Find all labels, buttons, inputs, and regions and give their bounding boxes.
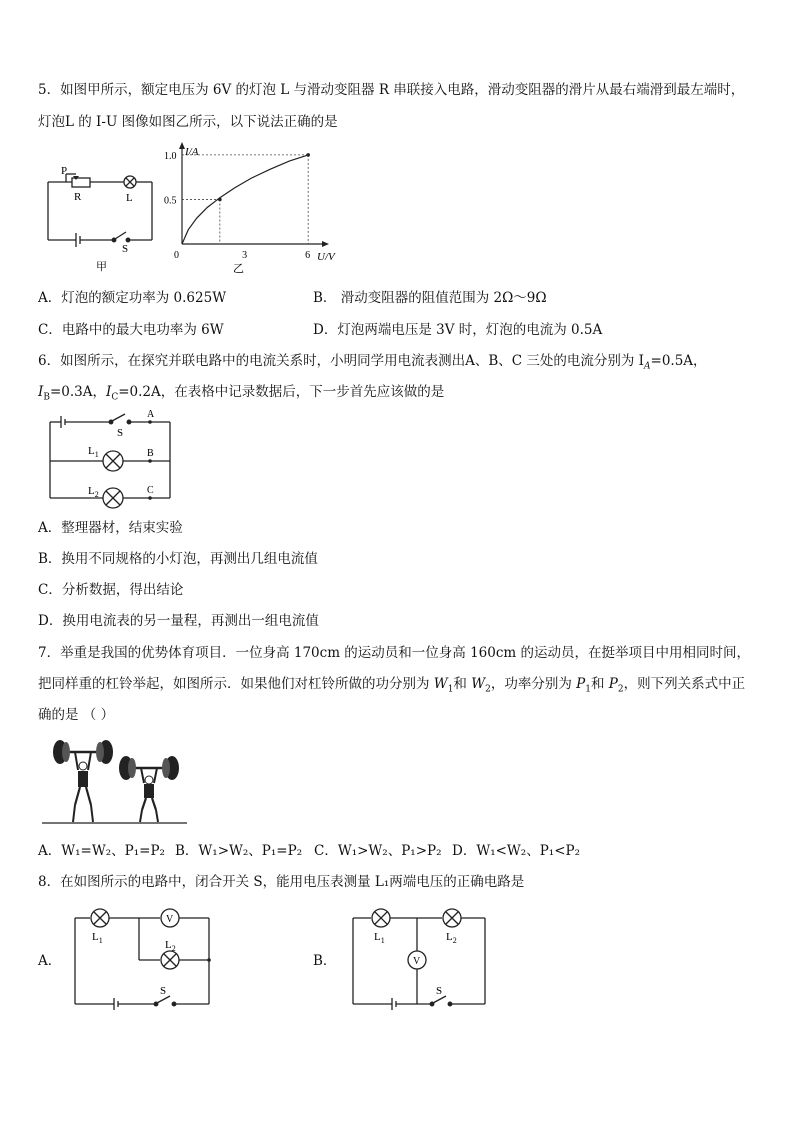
q8-stem: 8．在如图所示的电路中，闭合开关 S，能用电压表测量 L₁两端电压的正确电路是 xyxy=(38,874,525,890)
q6-option-a: A．整理器材，结束实验 xyxy=(38,520,183,536)
voltmeter-label: V xyxy=(413,956,421,967)
q6-stem-line1: 6．如图所示，在探究并联电路中的电流关系时，小明同学用电流表测出A、B、C 三处的电流分别为 $I_A=0.5A$， xyxy=(38,353,707,372)
q7-option-d: D．W₁<W₂、P₁<P₂ xyxy=(452,843,581,859)
switch-symbol xyxy=(115,232,126,239)
switch-symbol xyxy=(157,996,170,1003)
q7-option-b: B．W₁>W₂、P₁=P₂ xyxy=(175,843,303,859)
q6-option-d: D．换用电流表的另一量程，再测出一组电流值 xyxy=(38,613,319,629)
q6-option-c: C．分析数据，得出结论 xyxy=(38,582,184,598)
q7-stem-line2: 把同样重的杠铃举起，如图所示．如果他们对杠铃所做的功分别为 $W_1$和 $W_2$，功率分别为 $P_1$和 $P_2$，则下列关系式中正 xyxy=(38,676,746,695)
label-s: S xyxy=(160,985,167,997)
q7-stem-line1: 7．举重是我国的优势体育项目．一位身高 170cm 的运动员和一位身高 160cm 的运动员，在挺举项目中用相同时间， xyxy=(38,645,751,661)
x-axis-label: U/V xyxy=(317,251,335,263)
q5-option-a: A．灯泡的额定功率为 0.625W xyxy=(38,290,227,306)
data-point-0 xyxy=(218,198,222,202)
iu-curve xyxy=(182,155,308,244)
switch-symbol xyxy=(112,414,125,421)
voltmeter-label: V xyxy=(166,914,174,925)
caption-jia: 甲 xyxy=(96,261,107,273)
q6-option-b: B．换用不同规格的小灯泡，再测出几组电流值 xyxy=(38,551,318,567)
label-s: S xyxy=(122,243,129,255)
x-tick-6: 6 xyxy=(305,250,311,261)
label-p: P xyxy=(61,165,68,177)
y-tick-1.0: 1.0 xyxy=(164,150,177,162)
q7-stem-line3: 确的是 （ ） xyxy=(38,707,115,723)
label-s: S xyxy=(436,985,443,997)
q5-iu-graph xyxy=(160,140,350,275)
x-tick-0: 0 xyxy=(174,250,179,261)
q5-option-d: D．灯泡两端电压是 3V 时，灯泡的电流为 0.5A xyxy=(313,322,603,338)
caption-yi: 乙 xyxy=(233,263,244,275)
label-l2: $L_2$ xyxy=(88,485,99,499)
x-axis-arrow xyxy=(322,241,329,247)
q5-option-b: B． 滑动变阻器的阻值范围为 2Ω～9Ω xyxy=(313,290,547,306)
label-l1: $L_1$ xyxy=(374,931,385,945)
label-l: L xyxy=(126,192,133,204)
y-axis-label: I/A xyxy=(185,146,199,158)
q8-option-a-label: A． xyxy=(38,953,62,969)
label-l2: $L_2$ xyxy=(165,939,176,953)
q5-option-c: C．电路中的最大电功率为 6W xyxy=(38,322,224,338)
y-tick-0.5: 0.5 xyxy=(164,195,177,207)
data-point-1 xyxy=(306,153,310,157)
q5-stem-line1: 5．如图甲所示，额定电压为 6V 的灯泡 L 与滑动变阻器 R 串联接入电路，滑动变阻器的滑片从最右端滑到最左端时， xyxy=(38,82,745,98)
q7-option-a: A．W₁=W₂、P₁=P₂ xyxy=(38,843,165,859)
q8-circuit-b xyxy=(350,906,490,1008)
label-b: B xyxy=(147,448,154,459)
q6-stem-line2: $I_B=0.3A$，$I_C=0.2A$，在表格中记录数据后，下一步首先应该做的是 xyxy=(38,384,445,403)
q7-option-c: C．W₁>W₂、P₁>P₂ xyxy=(314,843,442,859)
rheostat-symbol xyxy=(72,178,90,187)
label-l2: $L_2$ xyxy=(446,931,457,945)
label-s: S xyxy=(117,427,124,439)
label-r: R xyxy=(74,191,82,203)
label-c: C xyxy=(147,485,154,496)
lifter-1 xyxy=(53,740,113,822)
label-l1: $L_1$ xyxy=(92,931,103,945)
q5-circuit-diagram xyxy=(40,160,160,273)
q8-option-b-label: B． xyxy=(313,953,337,969)
lifter-2 xyxy=(119,756,179,822)
x-tick-3: 3 xyxy=(242,250,248,261)
switch-symbol xyxy=(433,996,446,1003)
q5-stem-line2: 灯泡L 的 I-U 图像如图乙所示，以下说法正确的是 xyxy=(38,114,338,130)
q6-parallel-circuit xyxy=(45,408,180,503)
label-a: A xyxy=(147,409,155,420)
q8-circuit-a xyxy=(72,906,212,1008)
label-l1: $L_1$ xyxy=(88,445,99,459)
q7-weightlifters-illustration xyxy=(42,738,190,828)
